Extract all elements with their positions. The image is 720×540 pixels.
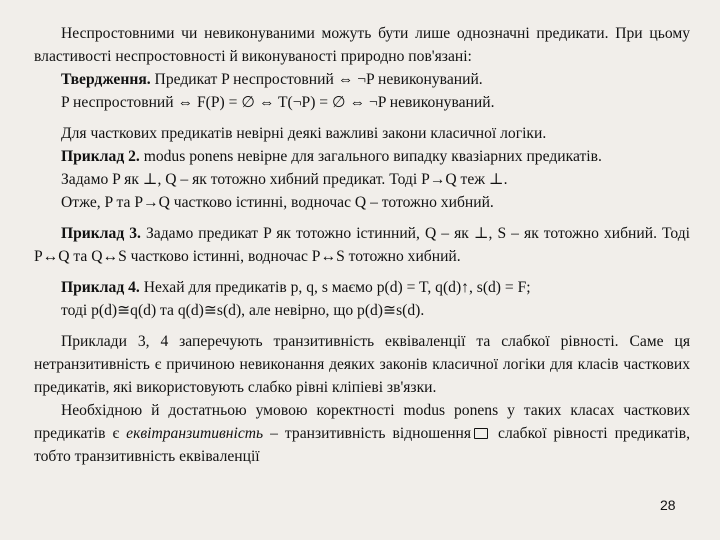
paragraph-example2: Приклад 2. modus ponens невірне для загального випадку квазіарних предикатів. [61,148,602,165]
paragraph-example2-conclusion: Отже, P та P→Q частково істинні, водночас Q – тотожно хибний. [61,194,494,211]
paragraph-proof: P неспростовний ⇔ F(P) = ∅ ⇔ T(¬P) = ∅ ⇔ ¬P невиконуваний. [61,94,495,111]
main-text [34,22,690,468]
statement-label: Твердження. [61,71,151,88]
example2-label: Приклад 2. [61,148,140,165]
paragraph-statement: Твердження. Предикат P неспростовний ⇔ ¬P невиконуваний. [61,71,483,88]
equitransitivity-term: еквітранзитивність [126,425,264,442]
weak-equality-symbol-icon [474,428,488,439]
example3-label: Приклад 3. [61,225,141,242]
paragraph-intro: Неспростовними чи невиконуваними можуть бути лише однозначні предикати. При цьому властивості неспростовності й виконуваності природно пов'язані: [34,25,690,65]
paragraph-example4: Приклад 4. Нехай для предикатів p, q, s маємо p(d) = T, q(d)↑, s(d) = F; [61,279,531,296]
paragraph-modus-ponens: Необхідною й достатньою умовою коректності modus ponens у таких класах часткових предикатів є еквітранзитивність – транзитивність відношення слабкої рівності предикатів, тобто транзитивність еквіваленції [34,402,690,465]
paragraph-example4-conclusion: тоді p(d)≅q(d) та q(d)≅s(d), але невірно, що p(d)≅s(d). [61,302,425,319]
page-number: 28 [660,497,676,513]
paragraph-nontransitivity: Приклади 3, 4 заперечують транзитивність еквіваленції та слабкої рівності. Саме ця нетранзитивність є причиною невиконання деяких законів класичної логіки для класів часткових предикатів, які використовують слабко рівні кліпіеві зв'язки. [34,333,690,396]
example4-label: Приклад 4. [61,279,140,296]
paragraph-laws: Для часткових предикатів невірні деякі важливі закони класичної логіки. [61,125,547,142]
paragraph-example2-setup: Задамо P як ⊥, Q – як тотожно хибний предикат. Тоді P→Q теж ⊥. [61,171,508,188]
paragraph-example3: Приклад 3. Задамо предикат P як тотожно істинний, Q – як ⊥, S – як тотожно хибний. Тоді P↔Q та Q↔S частково істинні, водночас P↔S тотожно хибний. [34,225,690,265]
